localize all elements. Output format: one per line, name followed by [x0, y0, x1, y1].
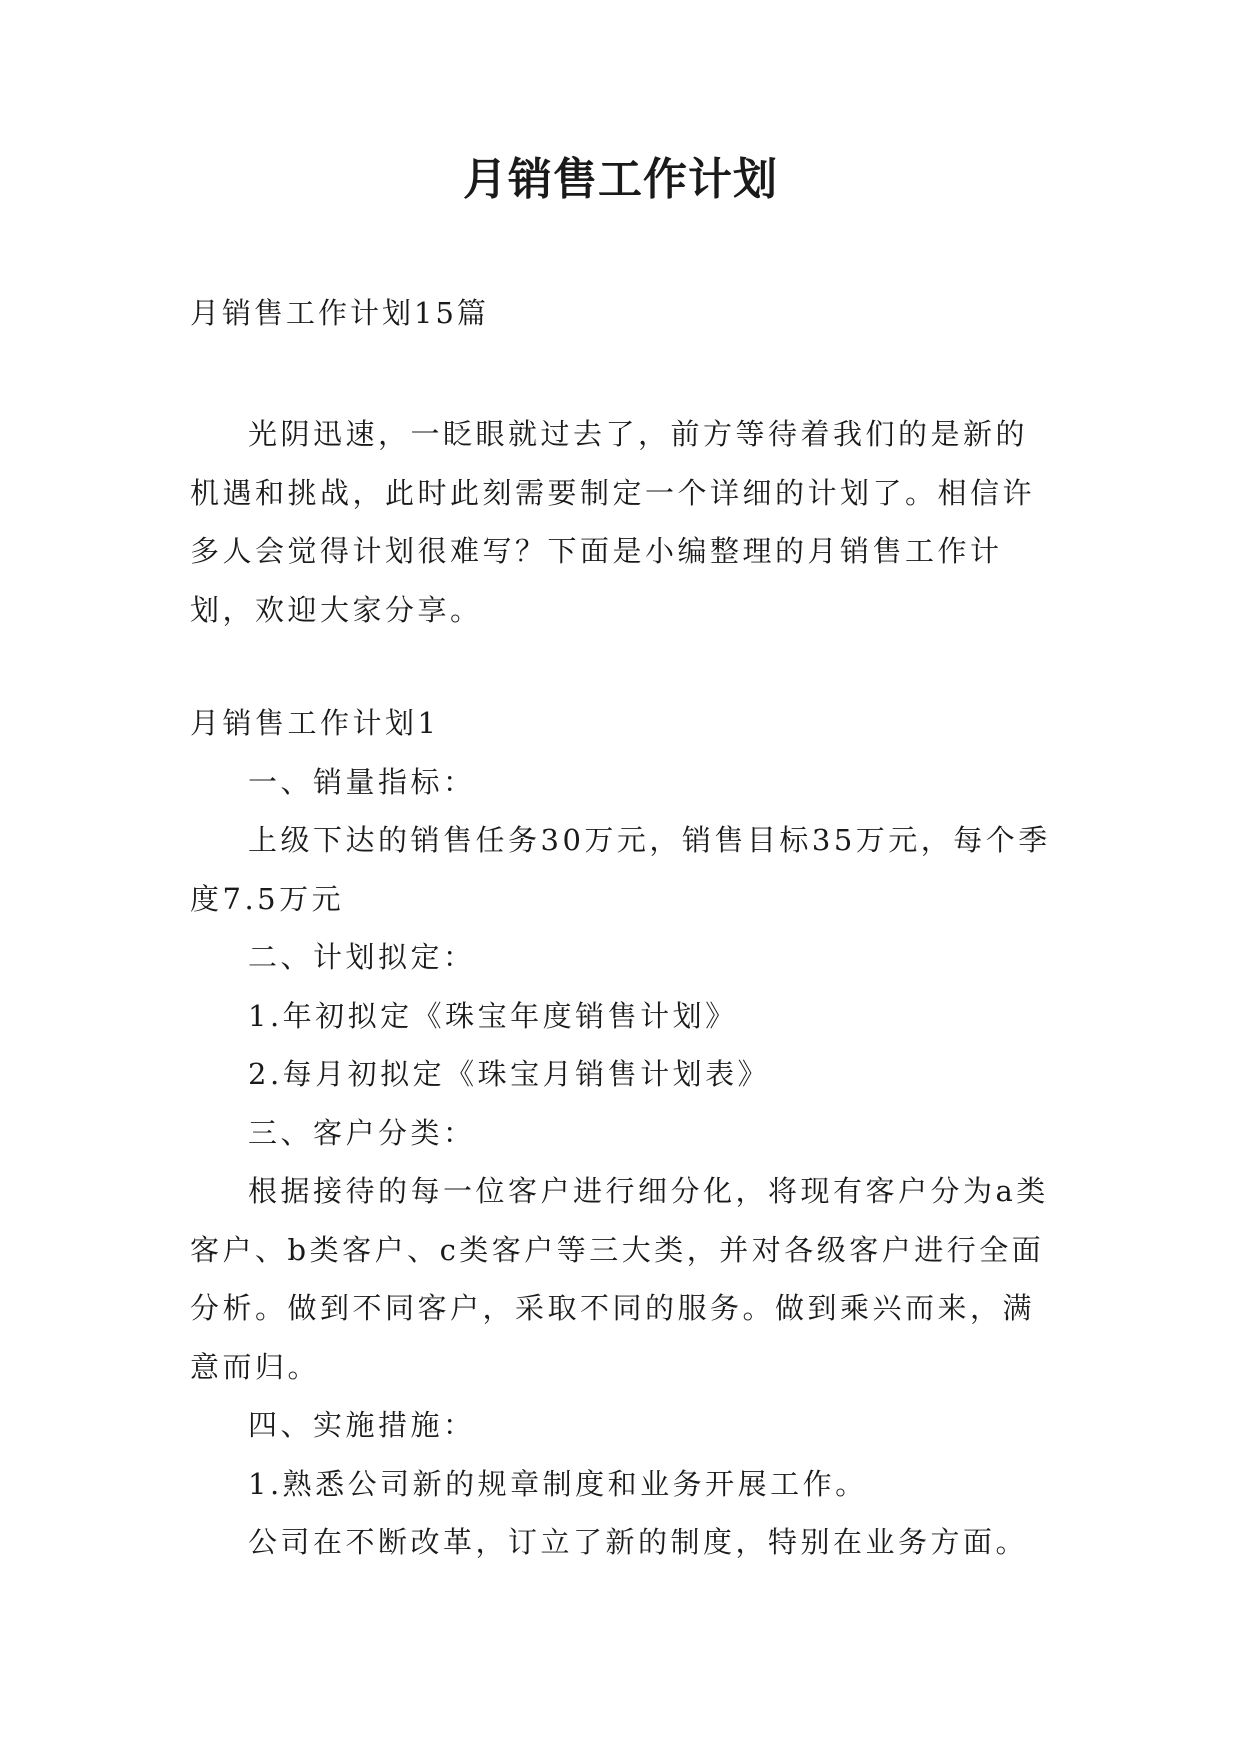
intro-section	[190, 405, 1060, 639]
document-title: 月销售工作计划	[463, 154, 778, 205]
intro-paragraph: 光阴迅速，一眨眼就过去了，前方等待着我们的是新的机遇和挑战，此时此刻需要制定一个详细的计划了。相信许多人会觉得计划很难写？下面是小编整理的月销售工作计划，欢迎大家分享。	[190, 417, 1036, 627]
section-4-text: 公司在不断改革，订立了新的制度，特别在业务方面。	[248, 1525, 1029, 1559]
section-2-item-2: 2.每月初拟定《珠宝月销售计划表》	[248, 1057, 771, 1091]
section-3-title: 三、客户分类：	[248, 1115, 476, 1150]
plan-1-heading: 月销售工作计划1	[190, 706, 440, 740]
section-2-title: 二、计划拟定：	[248, 940, 476, 974]
section-3-text: 根据接待的每一位客户进行细分化，将现有客户分为a类客户、b类客户、c类客户等三大类，并对各级客户进行全面分析。做到不同客户，采取不同的服务。做到乘兴而来，满意而归。	[190, 1174, 1049, 1384]
section-4-title: 四、实施措施：	[248, 1408, 476, 1442]
plan-1-section	[190, 694, 1060, 1572]
document-subtitle: 月销售工作计划15篇	[190, 296, 489, 330]
section-2-item-1: 1.年初拟定《珠宝年度销售计划》	[248, 998, 738, 1033]
section-1-text: 上级下达的销售任务30万元，销售目标35万元，每个季度7.5万元	[190, 823, 1051, 916]
section-4-item-1: 1.熟悉公司新的规章制度和业务开展工作。	[248, 1466, 868, 1501]
section-1-title: 一、销量指标：	[248, 764, 476, 799]
